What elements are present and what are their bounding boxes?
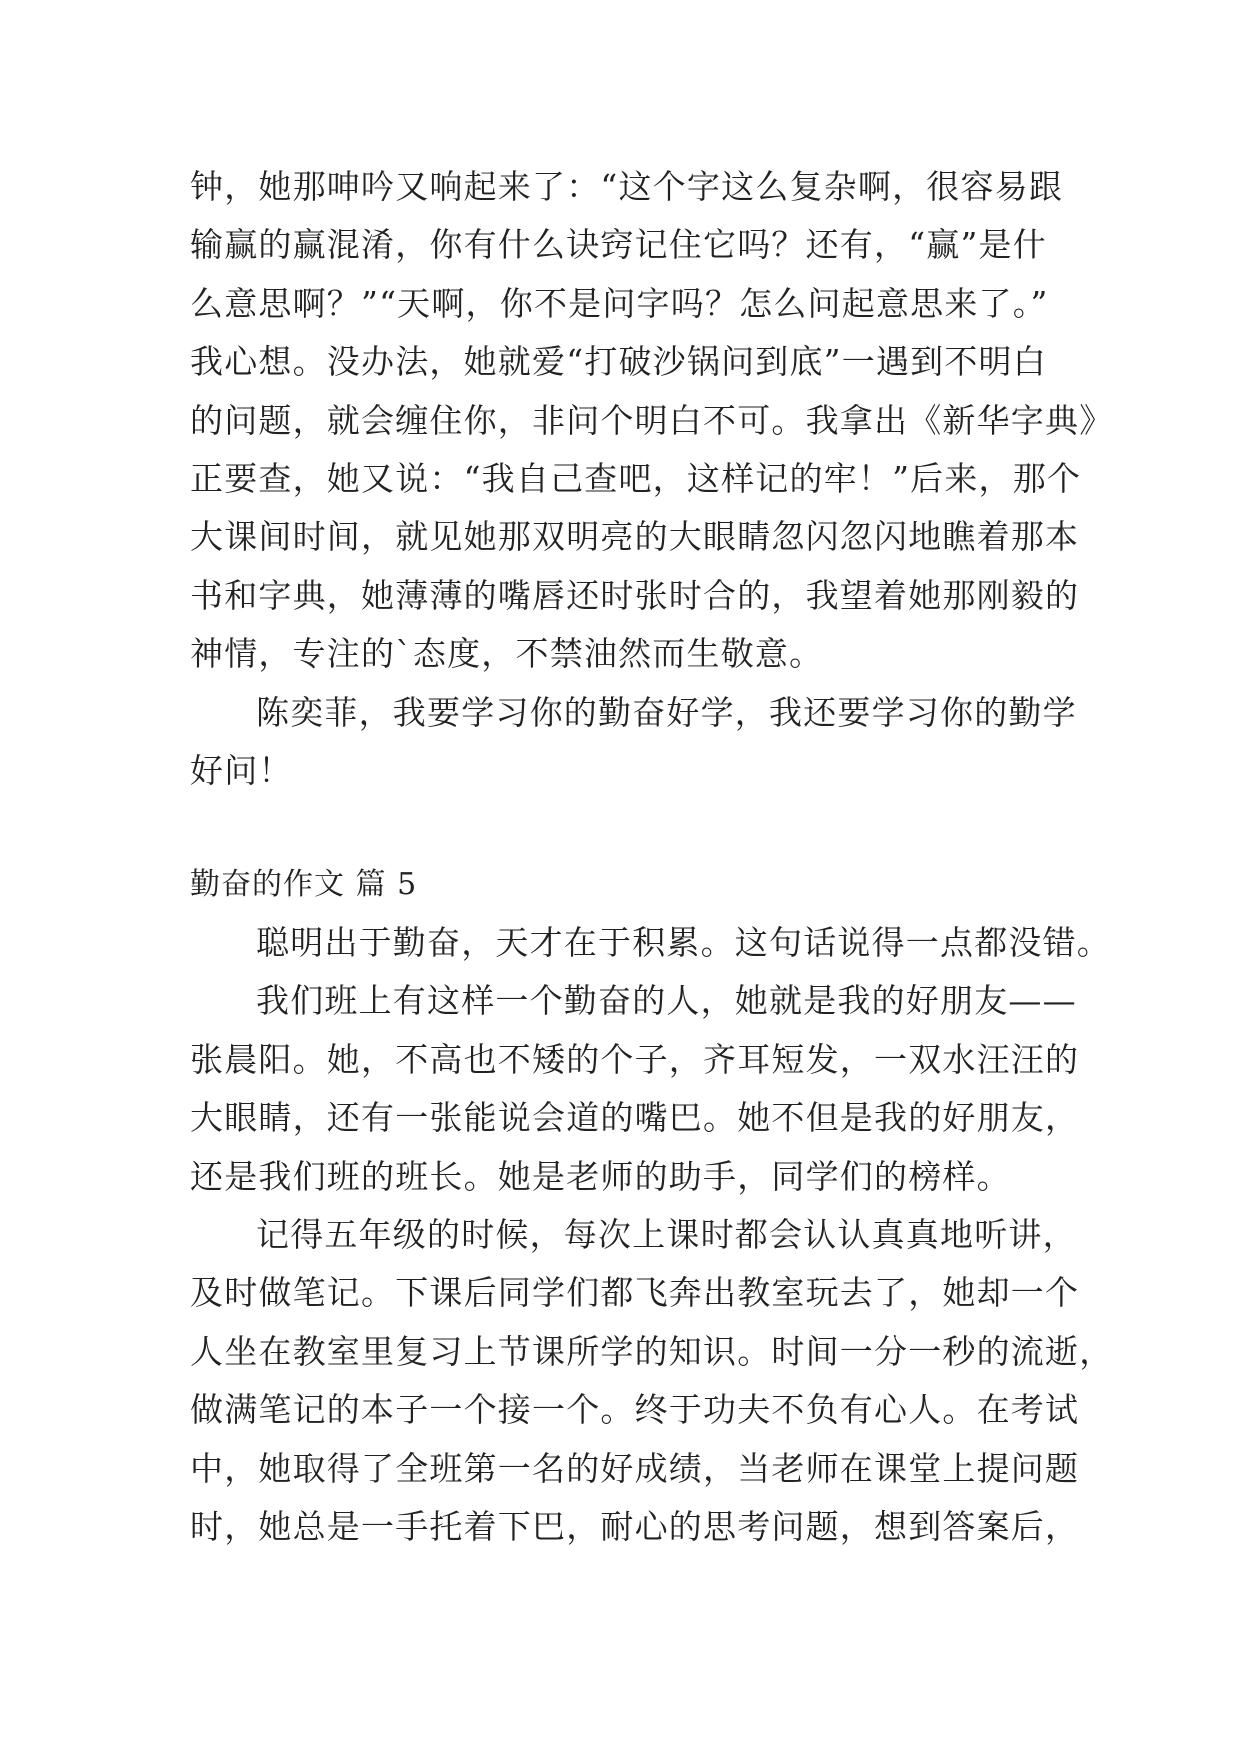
text-line: 正要查，她又说：“我自己查吧，这样记的牢！”后来，那个 <box>190 459 1082 498</box>
closing-paragraph-line: 陈奕菲，我要学习你的勤奋好学，我还要学习你的勤学 <box>256 693 1077 732</box>
text-line: 神情，专注的`态度，不禁油然而生敬意。 <box>190 634 824 673</box>
closing-paragraph-line: 好问！ <box>190 751 293 790</box>
paragraph-line: 做满笔记的本子一个接一个。终于功夫不负有心人。在考试 <box>190 1390 1080 1429</box>
paragraph-line: 张晨阳。她，不高也不矮的个子，齐耳短发，一双水汪汪的 <box>190 1040 1080 1079</box>
paragraph-line: 还是我们班的班长。她是老师的助手，同学们的榜样。 <box>190 1157 1011 1196</box>
text-line: 么意思啊？”“天啊，你不是问字吗？怎么问起意思来了。” <box>190 284 1049 323</box>
paragraph-line: 我们班上有这样一个勤奋的人，她就是我的好朋友—— <box>256 981 1077 1020</box>
text-line: 输赢的赢混淆，你有什么诀窍记住它吗？还有，“赢”是什 <box>190 225 1047 264</box>
paragraph-line: 时，她总是一手托着下巴，耐心的思考问题，想到答案后， <box>190 1507 1080 1546</box>
section-heading: 勤奋的作文 篇 5 <box>190 867 418 902</box>
text-line: 书和字典，她薄薄的嘴唇还时张时合的，我望着她那刚毅的 <box>190 576 1080 615</box>
paragraph-line: 聪明出于勤奋，天才在于积累。这句话说得一点都没错。 <box>256 923 1111 962</box>
text-line: 的问题，就会缠住你，非问个明白不可。我拿出《新华字典》 <box>190 401 1114 440</box>
text-line: 钟，她那呻吟又响起来了：“这个字这么复杂啊，很容易跟 <box>190 167 1064 206</box>
paragraph-line: 中，她取得了全班第一名的好成绩，当老师在课堂上提问题 <box>190 1449 1080 1488</box>
text-line: 大课间时间，就见她那双明亮的大眼睛忽闪忽闪地瞧着那本 <box>190 517 1080 556</box>
paragraph-line: 人坐在教室里复习上节课所学的知识。时间一分一秒的流逝， <box>190 1332 1114 1371</box>
paragraph-line: 记得五年级的时候，每次上课时都会认认真真地听讲， <box>256 1215 1077 1254</box>
paragraph-line: 及时做笔记。下课后同学们都飞奔出教室玩去了，她却一个 <box>190 1273 1080 1312</box>
text-line: 我心想。没办法，她就爱“打破沙锅问到底”一遇到不明白 <box>190 342 1047 381</box>
paragraph-line: 大眼睛，还有一张能说会道的嘴巴。她不但是我的好朋友， <box>190 1098 1080 1137</box>
